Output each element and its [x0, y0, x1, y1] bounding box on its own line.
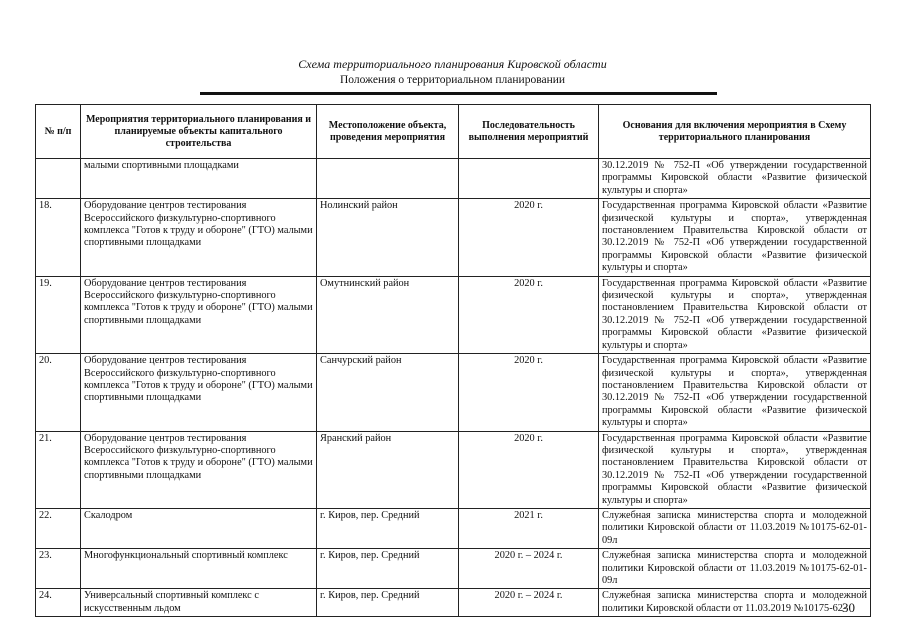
row-year: 2020 г. – 2024 г. [459, 549, 599, 589]
row-year [459, 159, 599, 199]
row-location: Санчурский район [317, 354, 459, 431]
row-basis: Служебная записка министерства спорта и молодежной политики Кировской области от 11.03.2019 №10175-62- [599, 589, 871, 617]
row-measure: Оборудование центров тестирования Всероссийского физкультурно-спортивного комплекса "Готов к труду и обороне" (ГТО) малыми спортивными площадками [81, 354, 317, 431]
row-location: Омутнинский район [317, 276, 459, 353]
column-header-location: Местоположение объекта, проведения мероприятия [317, 105, 459, 159]
row-measure: Оборудование центров тестирования Всероссийского физкультурно-спортивного комплекса "Готов к труду и обороне" (ГТО) малыми спортивными площадками [81, 431, 317, 508]
table-row [36, 199, 871, 276]
table-row [36, 159, 871, 199]
row-basis: Государственная программа Кировской области «Развитие физической культуры и спорта», утвержденная постановлением Правительства Кировской области от 30.12.2019 № 752-П «Об утверждении государственной программы Кировской области «Развитие физической культуры и спорта» [599, 354, 871, 431]
row-number: 22. [36, 508, 81, 548]
row-basis: Государственная программа Кировской области «Развитие физической культуры и спорта», утвержденная постановлением Правительства Кировской области от 30.12.2019 № 752-П «Об утверждении государственной программы Кировской области «Развитие физической культуры и спорта» [599, 199, 871, 276]
table-row [36, 549, 871, 589]
row-location: г. Киров, пер. Средний [317, 508, 459, 548]
row-year: 2020 г. [459, 354, 599, 431]
row-measure: Универсальный спортивный комплекс с искусственным льдом [81, 589, 317, 617]
row-year: 2020 г. [459, 431, 599, 508]
row-measure: Оборудование центров тестирования Всероссийского физкультурно-спортивного комплекса "Готов к труду и обороне" (ГТО) малыми спортивными площадками [81, 199, 317, 276]
row-basis: Служебная записка министерства спорта и молодежной политики Кировской области от 11.03.2019 №10175-62-01-09л [599, 549, 871, 589]
header-rule [200, 92, 717, 95]
column-header-measures: Мероприятия территориального планирования и планируемые объекты капитального строительства [81, 105, 317, 159]
row-location: Нолинский район [317, 199, 459, 276]
row-measure: малыми спортивными площадками [81, 159, 317, 199]
row-year: 2021 г. [459, 508, 599, 548]
row-number [36, 159, 81, 199]
row-measure: Многофункциональный спортивный комплекс [81, 549, 317, 589]
page-number: 30 [842, 600, 855, 615]
row-year: 2020 г. – 2024 г. [459, 589, 599, 617]
row-number: 18. [36, 199, 81, 276]
row-number: 19. [36, 276, 81, 353]
table-row [36, 589, 871, 617]
table-row [36, 508, 871, 548]
row-number: 24. [36, 589, 81, 617]
row-year: 2020 г. [459, 199, 599, 276]
row-basis: Служебная записка министерства спорта и молодежной политики Кировской области от 11.03.2019 №10175-62-01-09л [599, 508, 871, 548]
row-basis: Государственная программа Кировской области «Развитие физической культуры и спорта», утвержденная постановлением Правительства Кировской области от 30.12.2019 № 752-П «Об утверждении государственной программы Кировской области «Развитие физической культуры и спорта» [599, 431, 871, 508]
row-year: 2020 г. [459, 276, 599, 353]
row-location: Яранский район [317, 431, 459, 508]
row-measure: Оборудование центров тестирования Всероссийского физкультурно-спортивного комплекса "Готов к труду и обороне" (ГТО) малыми спортивными площадками [81, 276, 317, 353]
table-header-row [36, 105, 871, 159]
row-measure: Скалодром [81, 508, 317, 548]
table-row [36, 431, 871, 508]
row-location: г. Киров, пер. Средний [317, 589, 459, 617]
row-number: 21. [36, 431, 81, 508]
row-basis: 30.12.2019 № 752-П «Об утверждении государственной программы Кировской области «Развитие физической культуры и спорта» [599, 159, 871, 199]
row-location [317, 159, 459, 199]
row-number: 23. [36, 549, 81, 589]
row-number: 20. [36, 354, 81, 431]
measures-table [35, 104, 871, 617]
column-header-basis: Основания для включения мероприятия в Схему территориального планирования [599, 105, 871, 159]
document-subtitle: Положения о территориальном планировании [339, 74, 566, 86]
table-row [36, 276, 871, 353]
table-row [36, 354, 871, 431]
row-basis: Государственная программа Кировской области «Развитие физической культуры и спорта», утвержденная постановлением Правительства Кировской области от 30.12.2019 № 752-П «Об утверждении государственной программы Кировской области «Развитие физической культуры и спорта» [599, 276, 871, 353]
column-header-sequence: Последовательность выполнения мероприятий [459, 105, 599, 159]
document-title: Схема территориального планирования Кировской области [298, 57, 607, 71]
row-location: г. Киров, пер. Средний [317, 549, 459, 589]
column-header-number: № п/п [36, 105, 81, 159]
